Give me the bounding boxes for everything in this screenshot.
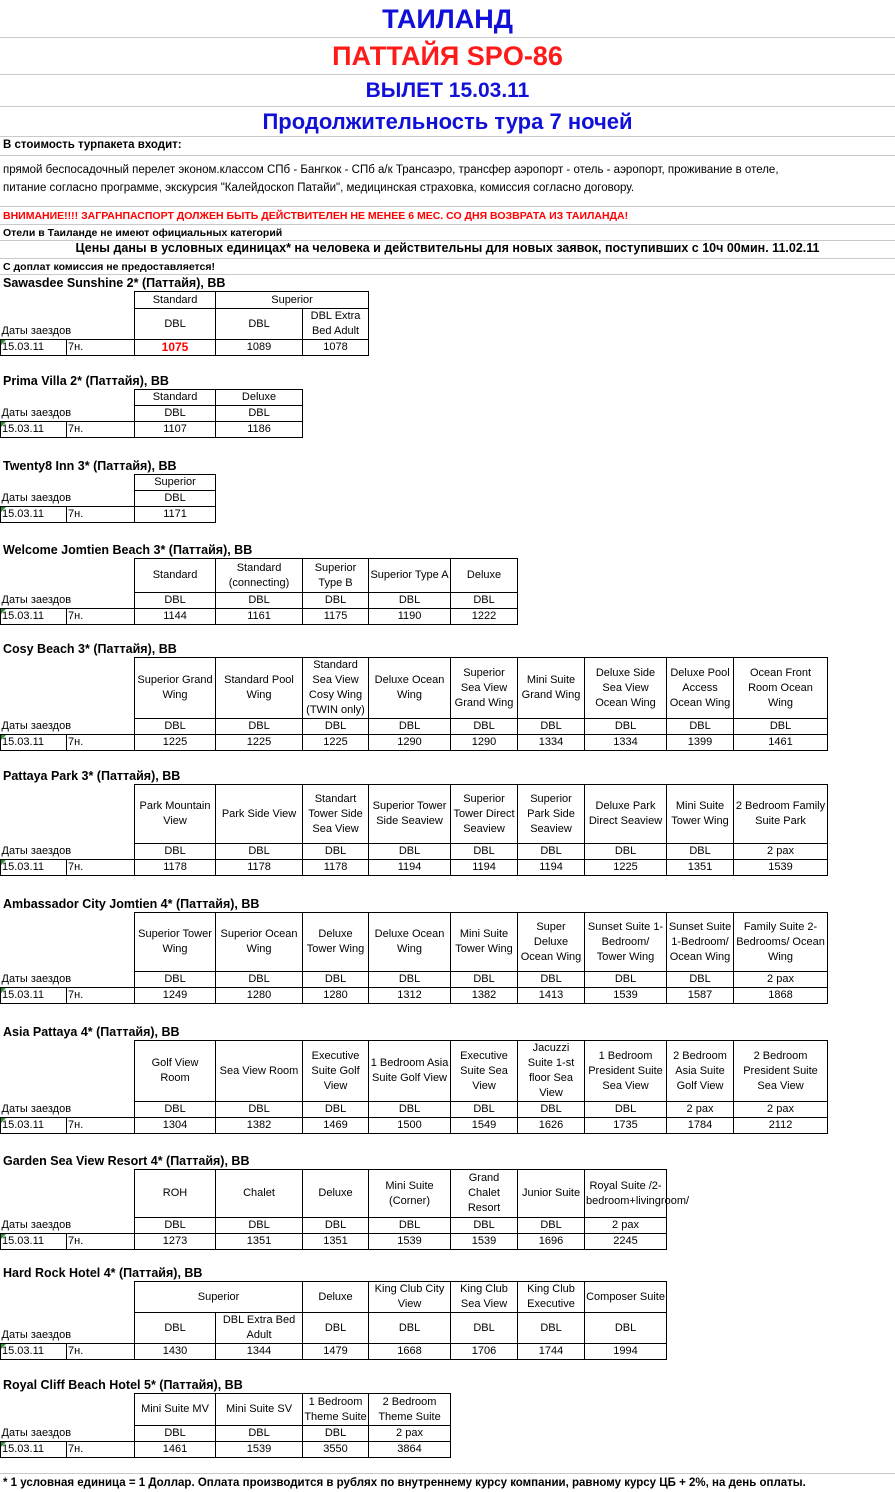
- occupancy: DBL: [303, 593, 369, 609]
- hotel-title: Twenty8 Inn 3* (Паттайя), BB: [3, 459, 177, 473]
- room-type: DBL Extra Bed Adult: [216, 1313, 303, 1344]
- room-type: Superior Park Side Seaview: [518, 785, 585, 844]
- room-type: Standart Tower Side Sea View: [303, 785, 369, 844]
- occupancy: DBL: [369, 972, 451, 988]
- occupancy: DBL: [667, 972, 734, 988]
- price-cell: 1161: [216, 609, 303, 625]
- room-type: Mini Suite MV: [135, 1394, 216, 1426]
- room-type: Superior Type B: [303, 559, 369, 593]
- price-cell: 1744: [518, 1344, 585, 1360]
- hotel-title: Royal Cliff Beach Hotel 5* (Паттайя), BB: [3, 1378, 243, 1392]
- room-type: DBL Extra Bed Adult: [303, 309, 369, 340]
- room-type: Deluxe: [451, 559, 518, 593]
- nights-count: 7н.: [67, 1118, 135, 1134]
- occupancy: DBL: [135, 1102, 216, 1118]
- price-cell: 1280: [216, 988, 303, 1004]
- occupancy: DBL: [518, 844, 585, 860]
- price-cell: 1461: [135, 1442, 216, 1458]
- price-cell: 1479: [303, 1344, 369, 1360]
- room-type: Executive Suite Golf View: [303, 1041, 369, 1102]
- dates-label: Даты заездов: [1, 1394, 135, 1442]
- occupancy: DBL: [518, 1102, 585, 1118]
- room-type: DBL: [518, 1313, 585, 1344]
- nights-count: 7н.: [67, 609, 135, 625]
- includes-line-1: прямой беспосадочный перелет эконом.классом СПб - Бангкок - СПб а/к Трансаэро, трансфер аэропорт - отель - аэропорт, проживание в отеле,: [3, 164, 779, 176]
- hotel-price-table: [0, 657, 828, 751]
- room-type: Superior Ocean Wing: [216, 913, 303, 972]
- occupancy: DBL: [518, 972, 585, 988]
- occupancy: DBL: [216, 1426, 303, 1442]
- dates-label: Даты заездов: [1, 1282, 135, 1344]
- hotel-price-table: [0, 784, 828, 876]
- price-cell: 1668: [369, 1344, 451, 1360]
- room-category: Composer Suite: [585, 1282, 667, 1313]
- room-type: Ocean Front Room Ocean Wing: [734, 658, 828, 719]
- hotel-title: Garden Sea View Resort 4* (Паттайя), BB: [3, 1154, 250, 1168]
- nights-count: 7н.: [67, 735, 135, 751]
- occupancy: DBL: [135, 593, 216, 609]
- occupancy: DBL: [585, 719, 667, 735]
- occupancy: DBL: [135, 1426, 216, 1442]
- dates-label: Даты заездов: [1, 559, 135, 609]
- occupancy: 2 pax: [734, 844, 828, 860]
- room-type: 1 Bedroom Theme Suite: [303, 1394, 369, 1426]
- occupancy: DBL: [585, 844, 667, 860]
- price-cell: 1273: [135, 1234, 216, 1250]
- hotel-title: Sawasdee Sunshine 2* (Паттайя), BB: [3, 276, 226, 290]
- occupancy: DBL: [667, 844, 734, 860]
- room-category: Standard: [135, 390, 216, 406]
- hotel-title: Ambassador City Jomtien 4* (Паттайя), BB: [3, 897, 260, 911]
- price-cell: 1089: [216, 340, 303, 356]
- includes-line-2: питание согласно программе, экскурсия "Калейдоскоп Патайи", медицинская страховка, комиссия согласно договору.: [3, 182, 635, 194]
- occupancy: DBL: [369, 593, 451, 609]
- price-cell: 1382: [451, 988, 518, 1004]
- room-type: Mini Suite (Corner): [369, 1170, 451, 1218]
- price-cell: 1500: [369, 1118, 451, 1134]
- price-cell: 1171: [135, 507, 216, 523]
- room-type: Super Deluxe Ocean Wing: [518, 913, 585, 972]
- room-type: Deluxe Pool Access Ocean Wing: [667, 658, 734, 719]
- price-cell: 1994: [585, 1344, 667, 1360]
- price-cell: 1194: [451, 860, 518, 876]
- country-title: ТАИЛАНД: [0, 0, 895, 38]
- room-type: Standard: [135, 559, 216, 593]
- occupancy: 2 pax: [734, 972, 828, 988]
- dates-label: Даты заездов: [1, 292, 135, 340]
- room-type: DBL: [216, 406, 303, 422]
- room-type: Superior Tower Side Seaview: [369, 785, 451, 844]
- room-type: Sunset Suite 1-Bedroom/ Ocean Wing: [667, 913, 734, 972]
- occupancy: DBL: [216, 1102, 303, 1118]
- occupancy: DBL: [518, 719, 585, 735]
- occupancy: 2 pax: [369, 1426, 451, 1442]
- arrival-date: 15.03.11: [1, 1344, 67, 1360]
- arrival-date: 15.03.11: [1, 1234, 67, 1250]
- price-cell: 1194: [518, 860, 585, 876]
- arrival-date: 15.03.11: [1, 1118, 67, 1134]
- hotel-price-table: [0, 474, 216, 523]
- room-type: 1 Bedroom President Suite Sea View: [585, 1041, 667, 1102]
- occupancy: DBL: [135, 972, 216, 988]
- room-type: Superior Grand Wing: [135, 658, 216, 719]
- occupancy: DBL: [667, 719, 734, 735]
- price-cell: 3550: [303, 1442, 369, 1458]
- arrival-date: 15.03.11: [1, 340, 67, 356]
- price-cell: 1539: [585, 988, 667, 1004]
- room-type: Standard Sea View Cosy Wing (TWIN only): [303, 658, 369, 719]
- nights-count: 7н.: [67, 1442, 135, 1458]
- arrival-date: 15.03.11: [1, 609, 67, 625]
- hotel-title: Welcome Jomtien Beach 3* (Паттайя), BB: [3, 543, 253, 557]
- room-category: King Club Executive: [518, 1282, 585, 1313]
- price-cell: 1399: [667, 735, 734, 751]
- hotel-title: Prima Villa 2* (Паттайя), BB: [3, 374, 169, 388]
- departure-title: ВЫЛЕТ 15.03.11: [0, 75, 895, 107]
- arrival-date: 15.03.11: [1, 1442, 67, 1458]
- price-cell: 2245: [585, 1234, 667, 1250]
- occupancy: DBL: [734, 719, 828, 735]
- room-category: King Club Sea View: [451, 1282, 518, 1313]
- room-type: Standard Pool Wing: [216, 658, 303, 719]
- nights-count: 7н.: [67, 988, 135, 1004]
- room-category: Superior: [135, 475, 216, 491]
- price-cell: 3864: [369, 1442, 451, 1458]
- room-type: Golf View Room: [135, 1041, 216, 1102]
- room-type: ROH: [135, 1170, 216, 1218]
- price-cell: 1225: [303, 735, 369, 751]
- price-cell: 1107: [135, 422, 216, 438]
- occupancy: 2 pax: [667, 1102, 734, 1118]
- room-category: Superior: [216, 292, 369, 309]
- dates-label: Даты заездов: [1, 913, 135, 988]
- price-cell: 1304: [135, 1118, 216, 1134]
- room-type: Royal Suite /2-bedroom+livingroom/: [585, 1170, 667, 1218]
- occupancy: DBL: [451, 593, 518, 609]
- price-cell: 1461: [734, 735, 828, 751]
- price-cell: 1351: [667, 860, 734, 876]
- occupancy: DBL: [369, 1102, 451, 1118]
- occupancy: DBL: [135, 719, 216, 735]
- price-cell: 1539: [216, 1442, 303, 1458]
- price-cell: 1539: [369, 1234, 451, 1250]
- room-type: Sea View Room: [216, 1041, 303, 1102]
- hotel-price-table: [0, 1040, 828, 1134]
- price-cell: 1382: [216, 1118, 303, 1134]
- includes-title: В стоимость турпакета входит:: [3, 139, 182, 151]
- room-type: Park Side View: [216, 785, 303, 844]
- dates-label: Даты заездов: [1, 390, 135, 422]
- room-category: Standard: [135, 292, 216, 309]
- occupancy: DBL: [303, 1102, 369, 1118]
- occupancy: DBL: [216, 844, 303, 860]
- price-cell: 1280: [303, 988, 369, 1004]
- arrival-date: 15.03.11: [1, 735, 67, 751]
- price-cell: 1784: [667, 1118, 734, 1134]
- occupancy: DBL: [451, 1102, 518, 1118]
- offer-title: ПАТТАЙЯ SPO-86: [0, 38, 895, 75]
- hotel-price-table: [0, 1281, 667, 1360]
- price-cell: 1290: [369, 735, 451, 751]
- room-category: Deluxe: [303, 1282, 369, 1313]
- room-type: Grand Chalet Resort: [451, 1170, 518, 1218]
- price-cell: 2112: [734, 1118, 828, 1134]
- room-category: Superior: [135, 1282, 303, 1313]
- price-cell: 1539: [734, 860, 828, 876]
- occupancy: DBL: [216, 593, 303, 609]
- arrival-date: 15.03.11: [1, 507, 67, 523]
- nights-count: 7н.: [67, 340, 135, 356]
- occupancy: DBL: [303, 972, 369, 988]
- occupancy: DBL: [369, 844, 451, 860]
- room-type: Superior Sea View Grand Wing: [451, 658, 518, 719]
- occupancy: DBL: [369, 719, 451, 735]
- price-cell: 1178: [135, 860, 216, 876]
- room-type: Sunset Suite 1-Bedroom/ Tower Wing: [585, 913, 667, 972]
- price-cell: 1469: [303, 1118, 369, 1134]
- occupancy: 2 pax: [734, 1102, 828, 1118]
- arrival-date: 15.03.11: [1, 860, 67, 876]
- occupancy: DBL: [585, 972, 667, 988]
- occupancy: DBL: [451, 972, 518, 988]
- hotel-title: Asia Pattaya 4* (Паттайя), BB: [3, 1025, 180, 1039]
- price-cell: 1225: [585, 860, 667, 876]
- nights-count: 7н.: [67, 507, 135, 523]
- room-type: Mini Suite Tower Wing: [451, 913, 518, 972]
- hotel-title: Cosy Beach 3* (Паттайя), BB: [3, 642, 177, 656]
- duration-title: Продолжительность тура 7 ночей: [0, 107, 895, 137]
- occupancy: DBL: [585, 1102, 667, 1118]
- price-cell: 1334: [585, 735, 667, 751]
- room-type: DBL: [135, 406, 216, 422]
- room-type: Superior Type A: [369, 559, 451, 593]
- price-cell: 1144: [135, 609, 216, 625]
- occupancy: DBL: [135, 844, 216, 860]
- occupancy: DBL: [303, 1218, 369, 1234]
- occupancy: DBL: [303, 1426, 369, 1442]
- nights-count: 7н.: [67, 1344, 135, 1360]
- price-cell: 1539: [451, 1234, 518, 1250]
- dates-label: Даты заездов: [1, 1041, 135, 1118]
- dates-label: Даты заездов: [1, 475, 135, 507]
- room-type: Executive Suite Sea View: [451, 1041, 518, 1102]
- price-cell: 1075: [135, 340, 216, 356]
- nights-count: 7н.: [67, 860, 135, 876]
- price-cell: 1290: [451, 735, 518, 751]
- categories-note: Отели в Таиланде не имеют официальных категорий: [3, 227, 283, 239]
- room-type: Mini Suite SV: [216, 1394, 303, 1426]
- hotel-price-table: [0, 1393, 451, 1458]
- hotel-price-table: [0, 291, 369, 356]
- room-type: DBL: [303, 1313, 369, 1344]
- occupancy: DBL: [451, 719, 518, 735]
- price-cell: 1178: [216, 860, 303, 876]
- room-type: Mini Suite Grand Wing: [518, 658, 585, 719]
- room-category: Deluxe: [216, 390, 303, 406]
- occupancy: DBL: [451, 1218, 518, 1234]
- room-type: DBL: [135, 491, 216, 507]
- dates-label: Даты заездов: [1, 658, 135, 735]
- occupancy: DBL: [369, 1218, 451, 1234]
- price-cell: 1413: [518, 988, 585, 1004]
- nights-count: 7н.: [67, 422, 135, 438]
- occupancy: DBL: [303, 719, 369, 735]
- room-type: Superior Tower Direct Seaview: [451, 785, 518, 844]
- occupancy: DBL: [518, 1218, 585, 1234]
- room-type: 2 Bedroom President Suite Sea View: [734, 1041, 828, 1102]
- price-cell: 1312: [369, 988, 451, 1004]
- occupancy: DBL: [303, 844, 369, 860]
- room-type: DBL: [135, 1313, 216, 1344]
- price-cell: 1190: [369, 609, 451, 625]
- passport-warning: ВНИМАНИЕ!!!! ЗАГРАНПАСПОРТ ДОЛЖЕН БЫТЬ ДЕЙСТВИТЕЛЕН НЕ МЕНЕЕ 6 МЕС. СО ДНЯ ВОЗВРАТА ИЗ ТАИЛАНДА!: [3, 210, 629, 222]
- room-type: Deluxe Side Sea View Ocean Wing: [585, 658, 667, 719]
- price-cell: 1549: [451, 1118, 518, 1134]
- hotel-price-table: [0, 1169, 690, 1250]
- room-type: DBL: [135, 309, 216, 340]
- price-cell: 1626: [518, 1118, 585, 1134]
- occupancy: 2 pax: [585, 1218, 667, 1234]
- price-cell: 1078: [303, 340, 369, 356]
- price-cell: 1178: [303, 860, 369, 876]
- price-cell: 1186: [216, 422, 303, 438]
- price-cell: 1225: [216, 735, 303, 751]
- hotel-title: Pattaya Park 3* (Паттайя), BB: [3, 769, 181, 783]
- room-type: Junior Suite: [518, 1170, 585, 1218]
- occupancy: DBL: [451, 844, 518, 860]
- room-type: DBL: [369, 1313, 451, 1344]
- room-type: Superior Tower Wing: [135, 913, 216, 972]
- price-cell: 1344: [216, 1344, 303, 1360]
- room-type: DBL: [451, 1313, 518, 1344]
- footer-note: * 1 условная единица = 1 Доллар. Оплата производится в рублях по внутреннему курсу компании, равному курсу ЦБ + 2%, на день оплаты.: [3, 1477, 806, 1489]
- price-cell: 1351: [216, 1234, 303, 1250]
- room-type: Deluxe: [303, 1170, 369, 1218]
- price-cell: 1249: [135, 988, 216, 1004]
- price-cell: 1430: [135, 1344, 216, 1360]
- room-type: Deluxe Ocean Wing: [369, 658, 451, 719]
- room-type: Deluxe Park Direct Seaview: [585, 785, 667, 844]
- price-cell: 1696: [518, 1234, 585, 1250]
- room-type: 2 Bedroom Family Suite Park: [734, 785, 828, 844]
- price-cell: 1225: [135, 735, 216, 751]
- occupancy: DBL: [216, 719, 303, 735]
- arrival-date: 15.03.11: [1, 988, 67, 1004]
- room-type: 2 Bedroom Asia Suite Golf View: [667, 1041, 734, 1102]
- room-type: Mini Suite Tower Wing: [667, 785, 734, 844]
- room-type: Jacuzzi Suite 1-st floor Sea View: [518, 1041, 585, 1102]
- price-cell: 1706: [451, 1344, 518, 1360]
- room-category: King Club City View: [369, 1282, 451, 1313]
- hotel-price-table: [0, 389, 303, 438]
- occupancy: DBL: [216, 1218, 303, 1234]
- price-cell: 1351: [303, 1234, 369, 1250]
- price-cell: 1587: [667, 988, 734, 1004]
- occupancy: DBL: [135, 1218, 216, 1234]
- prices-note: Цены даны в условных единицах* на человека и действительны для новых заявок, поступивших с 10ч 00мин. 11.02.11: [75, 241, 820, 255]
- price-cell: 1175: [303, 609, 369, 625]
- room-type: Family Suite 2-Bedrooms/ Ocean Wing: [734, 913, 828, 972]
- room-type: Park Mountain View: [135, 785, 216, 844]
- room-type: Chalet: [216, 1170, 303, 1218]
- room-type: Deluxe Tower Wing: [303, 913, 369, 972]
- price-cell: 1868: [734, 988, 828, 1004]
- hotel-title: Hard Rock Hotel 4* (Паттайя), BB: [3, 1266, 203, 1280]
- price-cell: 1735: [585, 1118, 667, 1134]
- hotel-price-table: [0, 912, 828, 1004]
- dates-label: Даты заездов: [1, 785, 135, 860]
- price-cell: 1222: [451, 609, 518, 625]
- arrival-date: 15.03.11: [1, 422, 67, 438]
- price-cell: 1334: [518, 735, 585, 751]
- room-type: Deluxe Ocean Wing: [369, 913, 451, 972]
- room-type: 1 Bedroom Asia Suite Golf View: [369, 1041, 451, 1102]
- dates-label: Даты заездов: [1, 1170, 135, 1234]
- room-type: Standard (connecting): [216, 559, 303, 593]
- room-type: DBL: [585, 1313, 667, 1344]
- room-type: DBL: [216, 309, 303, 340]
- nights-count: 7н.: [67, 1234, 135, 1250]
- price-cell: 1194: [369, 860, 451, 876]
- hotel-price-table: [0, 558, 518, 625]
- commission-note: С доплат комиссия не предоставляется!: [3, 261, 216, 273]
- room-type: 2 Bedroom Theme Suite: [369, 1394, 451, 1426]
- occupancy: DBL: [216, 972, 303, 988]
